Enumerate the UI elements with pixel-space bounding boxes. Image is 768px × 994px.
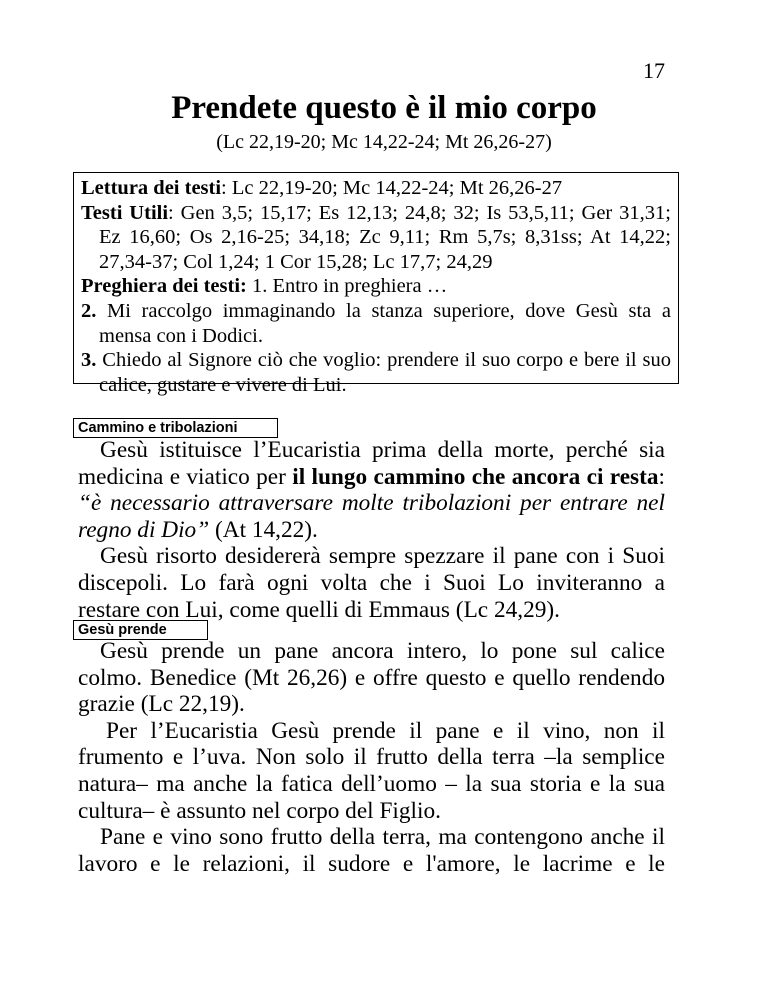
lettura-text: : Lc 22,19-20; Mc 14,22-24; Mt 26,26-27 <box>221 177 563 199</box>
testi-utili-label: Testi Utili <box>81 201 169 224</box>
step-3-number: 3. <box>81 349 97 372</box>
paragraph: Gesù prende un pane ancora intero, lo pone sul calice colmo. Benedice (Mt 26,26) e offre questo e quello rendendo grazie (Lc 22,19). <box>78 638 665 718</box>
preghiera-label: Preghiera dei testi: <box>81 275 247 298</box>
step-3-text: Chiedo al Signore ciò che voglio: prendere il suo corpo e bere il suo calice, gustare e vivere di Lui. <box>96 349 671 396</box>
step-3-line <box>81 348 671 397</box>
step-2-number: 2. <box>81 299 97 322</box>
paragraph-quote: “è necessario attraversare molte tribolazioni per entrare nel regno di Dio” <box>78 490 665 543</box>
step-2-text: Mi raccolgo immaginando la stanza superiore, dove Gesù sta a mensa con i Dodici. <box>96 299 671 347</box>
paragraph: Pane e vino sono frutto della terra, ma contengono anche il lavoro e le relazioni, il sudore e l'amore, le lacrime e le <box>78 824 665 877</box>
paragraph-text: : <box>658 463 665 490</box>
preghiera-line <box>81 274 671 299</box>
testi-utili-text: : Gen 3,5; 15,17; Es 12,13; 24,8; 32; Is 53,5,11; Ger 31,31; Ez 16,60; Os 2,16-25; 34,18; Zc 9,11; Rm 5,7s; 8,31ss; At 14,22; 27,34-37; Col 1,24; 1 Cor 15,28; Lc 17,7; 24,29 <box>99 201 671 273</box>
paragraph: Per l’Eucaristia Gesù prende il pane e il vino, non il frumento e l’uva. Non solo il frutto della terra –la semplice natura– ma anche la fatica dell’uomo – la sua storia e la sua cultura– è assunto nel corpo del Figlio. <box>78 717 665 824</box>
section-label-cammino: Cammino e tribolazioni <box>73 418 278 438</box>
step-2-line <box>81 299 671 348</box>
testi-utili-line <box>81 201 671 275</box>
section-label-gesu-prende: Gesù prende <box>73 620 208 640</box>
lettura-label: Lettura dei testi <box>81 177 222 199</box>
page-number: 17 <box>643 58 665 83</box>
section-cammino-body <box>78 437 665 623</box>
preghiera-text: 1. Entro in preghiera … <box>246 275 448 298</box>
paragraph: Gesù risorto desidererà sempre spezzare il pane con i Suoi discepoli. Lo farà ogni volta che i Suoi Lo inviteranno a restare con Lui, come quelli di Emmaus (Lc 24,29). <box>78 543 665 623</box>
paragraph-bold-text: il lungo cammino che ancora ci resta <box>292 463 659 490</box>
page-subtitle: (Lc 22,19-20; Mc 14,22-24; Mt 26,26-27) <box>216 131 552 153</box>
page-title: Prendete questo è il mio corpo <box>171 90 597 126</box>
paragraph <box>78 437 665 543</box>
paragraph-text: (At 14,22). <box>209 516 318 543</box>
section-gesu-prende-body <box>78 638 665 877</box>
paragraph-text: Gesù istituisce l’Eucaristia prima della morte, perché sia medicina e viatico per <box>78 437 665 490</box>
lettura-line <box>81 176 671 201</box>
reading-info-box <box>73 172 679 396</box>
